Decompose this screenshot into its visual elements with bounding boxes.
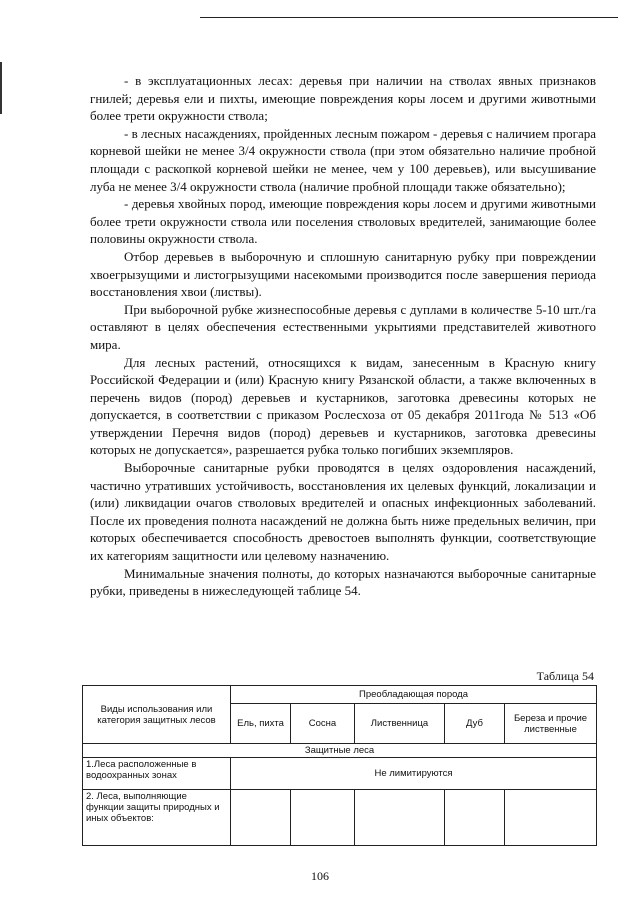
row-category: 1.Леса расположенные в водоохранных зонах: [83, 758, 231, 790]
scan-edge-mark: [0, 62, 2, 114]
paragraph: Минимальные значения полноты, до которых назначаются выборочные санитарные рубки, приведены в нижеследующей таблице 54.: [90, 565, 596, 599]
paragraph: Отбор деревьев в выборочную и сплошную санитарную рубку при повреждении хвоегрызущими и листогрызущими насекомыми производится после завершения периода восстановления хвои (листвы).: [90, 248, 596, 300]
header-species-group: Преобладающая порода: [231, 686, 597, 704]
paragraph: - в лесных насаждениях, пройденных лесным пожаром - деревья с наличием прогара корневой шейки не менее 3/4 окружности ствола (при этом обязательно наличие пробной площади с раскопкой корневой шейки не менее, чем у 100 деревьев), или высушивание луба не менее 3/4 окружности ствола (наличие пробной площади также обязательно);: [90, 125, 596, 194]
header-category: Виды использования или категория защитных лесов: [83, 686, 231, 744]
paragraph: - в эксплуатационных лесах: деревья при наличии на стволах явных признаков гнилей; деревья ели и пихты, имеющие повреждения коры лосем и другими животными более трети окружности ствола;: [90, 73, 596, 124]
header-species: Лиственница: [355, 704, 445, 744]
table-cell: [445, 790, 505, 846]
paragraph: Для лесных растений, относящихся к видам, занесенным в Красную книгу Российской Федерации и (или) Красную книгу Рязанской области, а также включенных в перечень видов (пород) деревьев и кустарников, заготовка древесины которых не допускается, в соответствии с приказом Рослесхоза от 05 декабря 2011года № 513 «Об утверждении Перечня видов (пород) деревьев и кустарников, заготовка древесины которых не допускается», разрешается рубка только погибших экземпляров.: [90, 354, 596, 458]
row-category: 2. Леса, выполняющие функции защиты природных и иных объектов:: [83, 790, 231, 846]
paragraph: При выборочной рубке жизнеспособные деревья с дуплами в количестве 5-10 шт./га оставляют в целях обеспечения естественными укрытиями представителей животного мира.: [90, 301, 596, 352]
table-caption: Таблица 54: [536, 669, 594, 683]
table-cell: [231, 790, 291, 846]
table-cell: [355, 790, 445, 846]
table-row: [83, 758, 597, 790]
header-species: Ель, пихта: [231, 704, 291, 744]
paragraph: - деревья хвойных пород, имеющие повреждения коры лосем и другими животными более трети окружности ствола или поселения стволовых вредителей, занимающие более половины окружности ствола.: [90, 196, 596, 247]
page-number: 106: [311, 869, 329, 883]
header-rule: [200, 17, 618, 18]
header-species: Сосна: [291, 704, 355, 744]
table-cell: [291, 790, 355, 846]
header-species: Береза и прочие лиственные: [505, 704, 597, 744]
row-note: Не лимитируются: [231, 758, 597, 790]
table-54: [82, 685, 597, 846]
table-row: [83, 790, 597, 846]
body-text: [90, 72, 596, 600]
header-species: Дуб: [445, 704, 505, 744]
paragraph: Выборочные санитарные рубки проводятся в целях оздоровления насаждений, частично утративших устойчивость, восстановления их целевых функций, локализации и (или) ликвидации очагов стволовых вредителей и опасных инфекционных заболеваний. После их проведения полнота насаждений не должна быть ниже предельных величин, при которых обеспечивается способность древостоев выполнять функции, соответствующие их категориям защитности или целевому назначению.: [90, 460, 596, 564]
table-cell: [505, 790, 597, 846]
section-row: Защитные леса: [83, 744, 597, 758]
